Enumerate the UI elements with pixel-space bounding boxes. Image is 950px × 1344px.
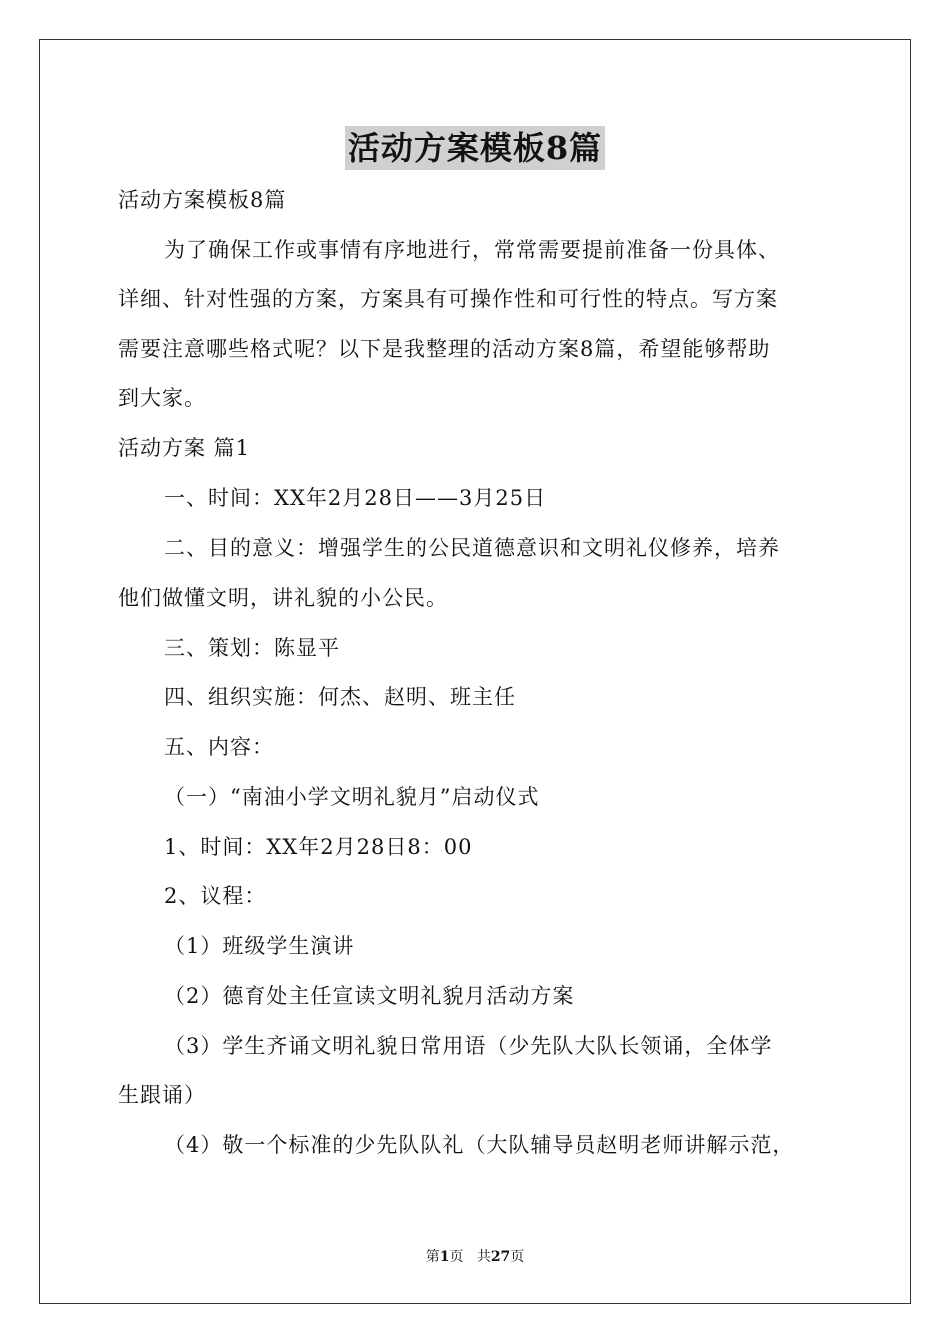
paragraph-line: 生跟诵） <box>118 1083 206 1107</box>
paragraph-line: （一）“南油小学文明礼貌月”启动仪式 <box>164 785 540 809</box>
page-footer <box>0 1248 950 1266</box>
paragraph-line: 1、时间：XX年2月28日8：00 <box>164 835 473 859</box>
paragraph-line: 详细、针对性强的方案，方案具有可操作性和可行性的特点。写方案 <box>118 287 778 311</box>
paragraph-line: 需要注意哪些格式呢？以下是我整理的活动方案8篇，希望能够帮助 <box>118 337 771 361</box>
page-border <box>39 39 911 1304</box>
document-title: 活动方案模板8篇 <box>345 126 605 170</box>
paragraph-line: 一、时间：XX年2月28日——3月25日 <box>164 486 547 510</box>
footer-page-number: 1 <box>439 1249 450 1265</box>
paragraph-line: 四、组织实施：何杰、赵明、班主任 <box>164 685 516 709</box>
paragraph-line: （1）班级学生演讲 <box>164 934 355 958</box>
paragraph-line: （2）德育处主任宣读文明礼貌月活动方案 <box>164 984 575 1008</box>
footer-total-pages: 27 <box>490 1249 511 1265</box>
paragraph-line: 二、目的意义：增强学生的公民道德意识和文明礼仪修养，培养 <box>164 536 780 560</box>
title-container <box>0 126 950 170</box>
paragraph-line: 2、议程： <box>164 884 267 908</box>
footer-page-suffix: 页 <box>449 1249 464 1265</box>
paragraph-line: 三、策划：陈显平 <box>164 636 340 660</box>
paragraph-line: 五、内容： <box>164 735 274 759</box>
paragraph-line: 到大家。 <box>118 386 206 410</box>
paragraph-line: （4）敬一个标准的少先队队礼（大队辅导员赵明老师讲解示范， <box>164 1133 795 1157</box>
paragraph-line: （3）学生齐诵文明礼貌日常用语（少先队大队长领诵，全体学 <box>164 1034 773 1058</box>
footer-page-prefix: 第 <box>425 1249 440 1265</box>
paragraph-line: 他们做懂文明，讲礼貌的小公民。 <box>118 586 448 610</box>
footer-total-prefix: 共 <box>476 1249 491 1265</box>
footer-total-suffix: 页 <box>510 1249 525 1265</box>
section-heading: 活动方案 篇1 <box>118 436 251 460</box>
subtitle-line: 活动方案模板8篇 <box>118 188 287 212</box>
paragraph-line: 为了确保工作或事情有序地进行，常常需要提前准备一份具体、 <box>164 238 780 262</box>
